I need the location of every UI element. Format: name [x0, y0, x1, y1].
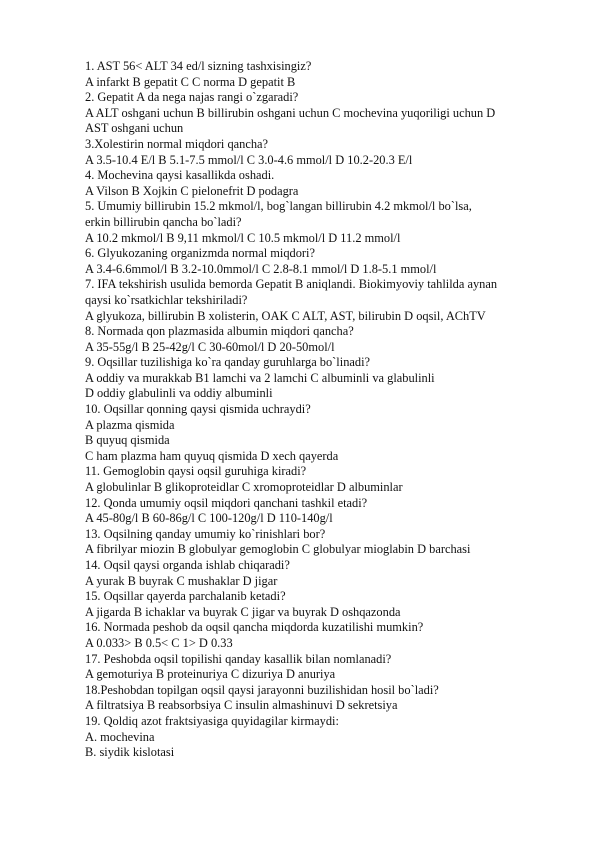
answer-options-line: A 10.2 mkmol/l B 9,11 mkmol/l C 10.5 mkmol/l D 11.2 mmol/l [85, 230, 401, 245]
answer-options-line: A fibrilyar miozin B globulyar gemoglobin C globulyar mioglabin D barchasi [85, 542, 471, 557]
answer-options-line: A globulinlar B glikoproteidlar C xromoproteidlar D albuminlar [85, 480, 403, 495]
answer-options-line: A filtratsiya B reabsorbsiya C insulin almashinuvi D sekretsiya [85, 698, 398, 713]
question-line: qaysi ko`rsatkichlar tekshiriladi? [85, 292, 248, 307]
question-line: 13. Oqsilning qanday umumiy ko`rinishlari bor? [85, 526, 326, 541]
answer-options-line: A. mochevina [85, 729, 155, 744]
question-line: 8. Normada qon plazmasida albumin miqdori qancha? [85, 324, 354, 339]
question-line: 10. Oqsillar qonning qaysi qismida uchraydi? [85, 402, 311, 417]
question-line: 17. Peshobda oqsil topilishi qanday kasallik bilan nomlanadi? [85, 651, 392, 666]
question-line: 7. IFA tekshirish usulida bemorda Gepatit B aniqlandi. Biokimyoviy tahlilda aynan [85, 277, 498, 292]
answer-options-line: A 3.4-6.6mmol/l B 3.2-10.0mmol/l C 2.8-8.1 mmol/l D 1.8-5.1 mmol/l [85, 261, 437, 276]
question-line: 9. Oqsillar tuzilishiga ko`ra qanday guruhlarga bo`linadi? [85, 355, 371, 370]
answer-options-line: AST oshgani uchun [85, 121, 184, 136]
question-line: 5. Umumiy billirubin 15.2 mkmol/l, bog`langan billirubin 4.2 mkmol/l bo`lsa, [85, 199, 472, 214]
question-line: 16. Normada peshob da oqsil qancha miqdorda kuzatilishi mumkin? [85, 620, 424, 635]
answer-options-line: A plazma qismida [85, 417, 175, 432]
answer-options-line: A glyukoza, billirubin B xolisterin, OAK C ALT, AST, bilirubin D oqsil, AChTV [85, 308, 486, 323]
question-line: 2. Gepatit A da nega najas rangi o`zgaradi? [85, 90, 299, 105]
answer-options-line: A oddiy va murakkab B1 lamchi va 2 lamchi C albuminli va glabulinli [85, 370, 435, 385]
answer-options-line: A yurak B buyrak C mushaklar D jigar [85, 573, 278, 588]
question-line: 14. Oqsil qaysi organda ishlab chiqaradi? [85, 558, 290, 572]
answer-options-line: C ham plazma ham quyuq qismida D xech qayerda [85, 448, 339, 463]
answer-options-line: D oddiy glabulinli va oddiy albuminli [85, 386, 273, 401]
document-page [85, 59, 585, 761]
question-line: 6. Glyukozaning organizmda normal miqdori? [85, 246, 315, 261]
question-line: 3.Xolestirin normal miqdori qancha? [85, 136, 269, 151]
answer-options-line: A jigarda B ichaklar va buyrak C jigar va buyrak D oshqazonda [85, 604, 401, 619]
question-line: 12. Qonda umumiy oqsil miqdori qanchani tashkil etadi? [85, 495, 368, 510]
answer-options-line: A Vilson B Xojkin C pielonefrit D podagra [85, 183, 299, 198]
question-line: 15. Oqsillar qayerda parchalanib ketadi? [85, 589, 286, 604]
answer-options-line: B. siydik kislotasi [85, 745, 175, 760]
answer-options-line: A 3.5-10.4 E/l B 5.1-7.5 mmol/l C 3.0-4.6 mmol/l D 10.2-20.3 E/l [85, 152, 413, 167]
answer-options-line: A 35-55g/l B 25-42g/l C 30-60mol/l D 20-50mol/l [85, 339, 335, 354]
answer-options-line: A gemoturiya B proteinuriya C dizuriya D anuriya [85, 667, 336, 682]
question-line: erkin billirubin qancha bo`ladi? [85, 214, 242, 229]
answer-options-line: A infarkt B gepatit C C norma D gepatit B [85, 74, 296, 89]
question-line: 18.Peshobdan topilgan oqsil qaysi jarayonni buzilishidan hosil bo`ladi? [85, 682, 439, 697]
answer-options-line: A ALT oshgani uchun B billirubin oshgani uchun C mochevina yuqoriligi uchun D [85, 105, 496, 120]
answer-options-line: A 45-80g/l B 60-86g/l C 100-120g/l D 110-140g/l [85, 511, 333, 526]
question-line: 1. AST 56< ALT 34 ed/l sizning tashxisingiz? [85, 59, 312, 73]
answer-options-line: B quyuq qismida [85, 433, 170, 448]
question-line: 11. Gemoglobin qaysi oqsil guruhiga kiradi? [85, 464, 307, 479]
answer-options-line: A 0.033> B 0.5< C 1> D 0.33 [85, 635, 233, 650]
question-line: 4. Mochevina qaysi kasallikda oshadi. [85, 168, 275, 183]
question-line: 19. Qoldiq azot fraktsiyasiga quyidagilar kirmaydi: [85, 713, 339, 728]
